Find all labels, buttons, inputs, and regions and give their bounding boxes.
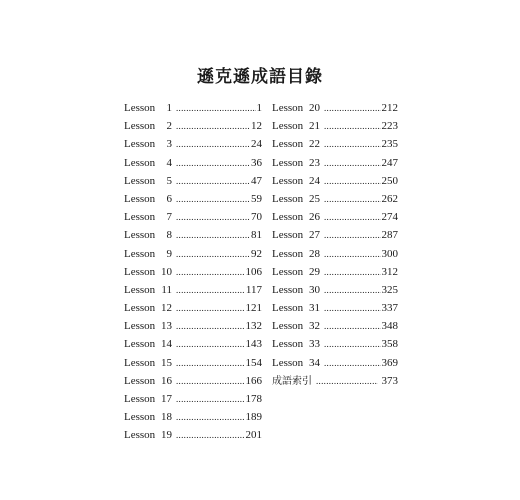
lesson-label: Lesson <box>124 102 156 114</box>
dot-leader <box>176 317 245 335</box>
page-number: 325 <box>381 283 398 296</box>
lesson-label: Lesson <box>124 320 156 333</box>
toc-entry <box>124 408 262 426</box>
lesson-number: 31 <box>309 302 320 315</box>
page-number: 212 <box>381 102 398 114</box>
lesson-number: 33 <box>309 338 320 351</box>
lesson-label: Lesson <box>124 229 156 242</box>
lesson-label: Lesson <box>272 320 304 333</box>
toc-entry <box>124 190 262 208</box>
page-number: 166 <box>245 374 262 387</box>
lesson-number: 26 <box>309 211 320 224</box>
toc-entry <box>272 226 398 244</box>
lesson-label: Lesson <box>124 174 156 187</box>
toc-entry <box>124 335 262 353</box>
toc-entry <box>124 426 262 444</box>
dot-leader <box>324 135 381 153</box>
dot-leader <box>324 117 381 135</box>
lesson-number: 13 <box>161 320 172 333</box>
dot-leader <box>176 117 250 135</box>
dot-leader <box>324 354 381 372</box>
lesson-number: 5 <box>166 174 172 187</box>
lesson-label: Lesson <box>124 156 156 169</box>
dot-leader <box>176 154 250 172</box>
page-number: 262 <box>381 192 398 205</box>
toc-entry <box>272 335 398 353</box>
dot-leader <box>176 426 245 444</box>
page-number: 106 <box>245 265 262 278</box>
lesson-label: Lesson <box>124 338 156 351</box>
dot-leader <box>324 317 381 335</box>
dot-leader <box>176 390 245 408</box>
page-number: 178 <box>245 393 262 405</box>
page-number: 373 <box>381 374 398 387</box>
dot-leader <box>176 299 245 317</box>
lesson-label: Lesson <box>124 302 156 315</box>
page-number: 223 <box>381 120 398 133</box>
toc-entry <box>272 172 398 190</box>
page-number: 312 <box>381 265 398 278</box>
lesson-label: Lesson <box>272 192 304 205</box>
dot-leader <box>324 245 381 263</box>
lesson-number: 23 <box>309 156 320 169</box>
toc-left-column <box>124 99 262 445</box>
toc-entry <box>272 117 398 135</box>
toc-entry <box>124 354 262 372</box>
page-number: 274 <box>381 211 398 224</box>
toc-entry <box>272 299 398 317</box>
page-number: 358 <box>381 338 398 351</box>
lesson-label: Lesson <box>272 102 304 114</box>
page-number: 154 <box>245 356 262 369</box>
lesson-number: 20 <box>309 102 320 114</box>
dot-leader <box>324 99 381 117</box>
toc-entry <box>272 281 398 299</box>
lesson-number: 24 <box>309 174 320 187</box>
page-number: 189 <box>245 411 262 424</box>
dot-leader <box>176 135 250 153</box>
dot-leader <box>176 354 245 372</box>
toc-entry <box>124 172 262 190</box>
lesson-number: 14 <box>161 338 172 351</box>
toc-entry <box>124 208 262 226</box>
lesson-number: 15 <box>161 356 172 369</box>
lesson-label: Lesson <box>272 247 304 260</box>
lesson-number: 9 <box>166 247 172 260</box>
page-number: 70 <box>251 211 262 224</box>
toc-entry <box>124 135 262 153</box>
lesson-number: 22 <box>309 138 320 151</box>
lesson-label: Lesson <box>272 174 304 187</box>
page-number: 92 <box>251 247 262 260</box>
lesson-label: Lesson <box>124 374 156 387</box>
lesson-label: Lesson <box>272 265 304 278</box>
lesson-label: Lesson <box>272 229 304 242</box>
lesson-number: 2 <box>166 120 172 133</box>
lesson-number: 10 <box>161 265 172 278</box>
page-number: 81 <box>251 229 262 242</box>
lesson-number: 12 <box>161 302 172 315</box>
lesson-number: 4 <box>166 156 172 169</box>
lesson-label: Lesson <box>272 138 304 151</box>
index-label: 成語索引 <box>272 375 312 387</box>
toc-entry <box>272 190 398 208</box>
dot-leader <box>176 281 245 299</box>
toc-entry <box>124 390 262 408</box>
lesson-label: Lesson <box>124 429 156 442</box>
page-number: 47 <box>251 174 262 187</box>
toc-entry <box>124 299 262 317</box>
dot-leader <box>324 172 381 190</box>
page-number: 235 <box>381 138 398 151</box>
dot-leader <box>176 190 250 208</box>
lesson-label: Lesson <box>272 283 304 296</box>
toc-entry <box>124 117 262 135</box>
lesson-number: 28 <box>309 247 320 260</box>
page-number: 121 <box>245 302 262 315</box>
lesson-number: 27 <box>309 229 320 242</box>
dot-leader <box>324 263 381 281</box>
toc-entry <box>124 372 262 390</box>
dot-leader <box>176 208 250 226</box>
lesson-number: 6 <box>166 192 172 205</box>
toc-entry <box>124 99 262 117</box>
lesson-number: 7 <box>166 211 172 224</box>
lesson-label: Lesson <box>124 120 156 133</box>
dot-leader <box>176 226 250 244</box>
toc-entry <box>272 99 398 117</box>
dot-leader <box>324 226 381 244</box>
page-number: 337 <box>381 302 398 315</box>
lesson-label: Lesson <box>124 411 156 424</box>
lesson-label: Lesson <box>272 302 304 315</box>
lesson-number: 32 <box>309 320 320 333</box>
lesson-number: 19 <box>161 429 172 442</box>
dot-leader <box>176 245 250 263</box>
lesson-label: Lesson <box>124 356 156 369</box>
page-number: 12 <box>251 120 262 133</box>
toc-index-entry <box>272 372 398 390</box>
dot-leader <box>324 281 381 299</box>
lesson-label: Lesson <box>272 120 304 133</box>
page-number: 287 <box>381 229 398 242</box>
dot-leader <box>324 299 381 317</box>
page-number: 300 <box>381 247 398 260</box>
page-number: 143 <box>245 338 262 351</box>
toc-right-column <box>272 99 398 390</box>
toc-entry <box>124 263 262 281</box>
toc-entry <box>124 226 262 244</box>
lesson-number: 25 <box>309 192 320 205</box>
lesson-number: 3 <box>166 138 172 151</box>
lesson-label: Lesson <box>124 265 156 278</box>
dot-leader <box>176 172 250 190</box>
page-number: 117 <box>245 283 262 296</box>
page-number: 36 <box>251 156 262 169</box>
lesson-label: Lesson <box>124 138 156 151</box>
lesson-label: Lesson <box>272 356 304 369</box>
toc-entry <box>272 135 398 153</box>
page-number: 348 <box>381 320 398 333</box>
toc-entry <box>124 317 262 335</box>
lesson-label: Lesson <box>272 338 304 351</box>
lesson-label: Lesson <box>272 156 304 169</box>
dot-leader <box>324 190 381 208</box>
page-number: 201 <box>245 429 262 442</box>
lesson-label: Lesson <box>124 211 156 224</box>
toc-entry <box>272 263 398 281</box>
toc-entry <box>124 154 262 172</box>
dot-leader <box>316 372 378 390</box>
lesson-number: 30 <box>309 283 320 296</box>
dot-leader <box>324 335 381 353</box>
lesson-number: 18 <box>161 411 172 424</box>
dot-leader <box>324 208 381 226</box>
page-number: 132 <box>245 320 262 333</box>
dot-leader <box>176 99 256 117</box>
toc-entry <box>272 245 398 263</box>
dot-leader <box>176 335 245 353</box>
page-number: 1 <box>256 102 262 114</box>
lesson-number: 29 <box>309 265 320 278</box>
lesson-number: 1 <box>166 102 172 114</box>
dot-leader <box>176 263 245 281</box>
dot-leader <box>176 372 245 390</box>
lesson-label: Lesson <box>124 247 156 260</box>
dot-leader <box>176 408 245 426</box>
lesson-number: 21 <box>309 120 320 133</box>
toc-entry <box>272 317 398 335</box>
page-number: 369 <box>381 356 398 369</box>
lesson-number: 16 <box>161 374 172 387</box>
lesson-number: 34 <box>309 356 320 369</box>
toc-entry <box>272 208 398 226</box>
lesson-label: Lesson <box>124 393 156 405</box>
toc-entry <box>124 281 262 299</box>
lesson-label: Lesson <box>124 192 156 205</box>
toc-entry <box>272 154 398 172</box>
dot-leader <box>324 154 381 172</box>
lesson-label: Lesson <box>272 211 304 224</box>
page-number: 247 <box>381 156 398 169</box>
page-number: 24 <box>251 138 262 151</box>
page-title: 遜克遜成語目錄 <box>197 67 323 87</box>
lesson-number: 17 <box>161 393 172 405</box>
toc-entry <box>272 354 398 372</box>
lesson-label: Lesson <box>124 283 156 296</box>
page-number: 250 <box>381 174 398 187</box>
toc-entry <box>124 245 262 263</box>
page-number: 59 <box>251 192 262 205</box>
lesson-number: 8 <box>166 229 172 242</box>
lesson-number: 11 <box>161 283 172 296</box>
